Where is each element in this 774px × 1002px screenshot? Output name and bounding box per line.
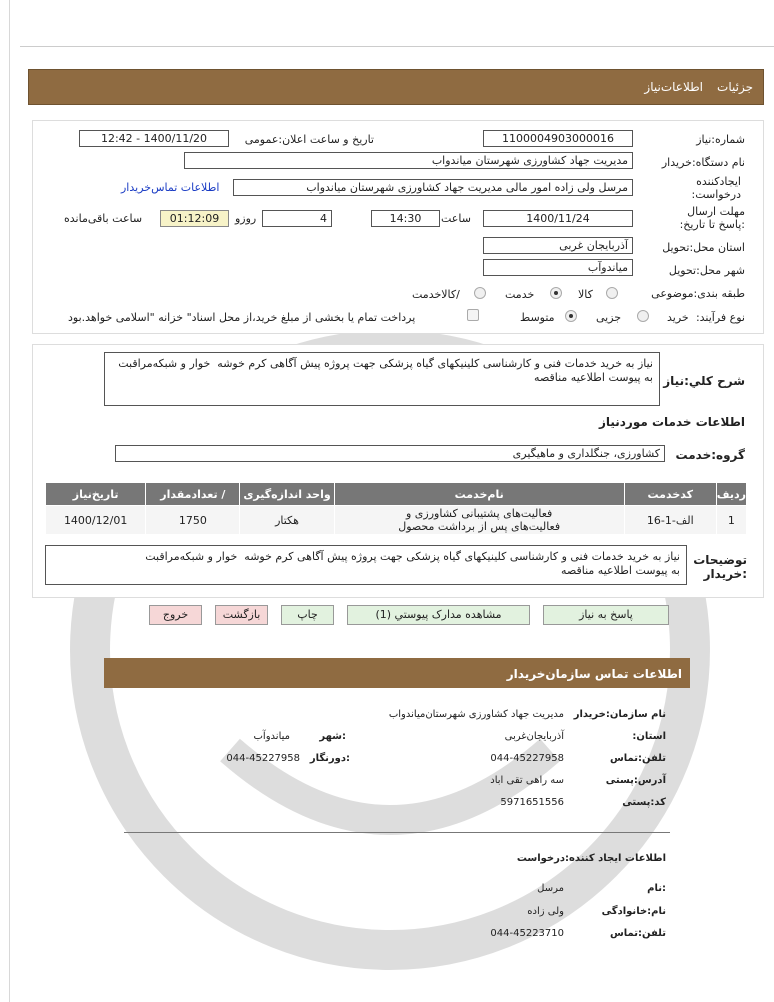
contact-fax-value: 044-45227958 — [226, 753, 300, 764]
summary-text: نیاز به خرید خدمات فنی و کارشناسی کلینیکهای گیاه پزشکی جهت پروژه پیش آگاهی کرم خوشه خوار و شبکه‌مراقبت به پیوست اطلاعیه مناقصه — [104, 352, 660, 406]
cell-unit: هکتار — [240, 506, 334, 535]
cell-name: فعالیت‌های پشتیبانی کشاورزی و فعالیت‌های پس از برداشت محصول — [334, 506, 624, 535]
announce-label: تاریخ و ساعت اعلان:عمومی — [244, 133, 374, 146]
creator-family-value: ولی زاده — [527, 906, 564, 917]
notes-text: نیاز به خرید خدمات فنی و کارشناسی کلینیکهای گیاه پزشکی جهت پروژه پیش آگاهی کرم خوشه خوار و شبکه‌مراقبت به پیوست اطلاعیه مناقصه — [45, 545, 687, 585]
print-button[interactable]: چاپ — [281, 605, 334, 625]
creator-phone-label: تلفن:تماس — [609, 928, 666, 939]
address-label: آدرس:پستی — [605, 775, 666, 786]
radio-medium-label: متوسط — [520, 311, 555, 324]
cell-row: 1 — [716, 506, 746, 535]
col-date: تاریخ‌نیاز — [46, 483, 146, 506]
group-field: کشاورزی، جنگلداری و ماهیگیری — [115, 445, 665, 462]
notes-label: توضیحات :خریدار — [693, 553, 747, 581]
col-row: ردیف — [716, 483, 746, 506]
contact-fax-label: :دورنگار — [309, 753, 350, 764]
contact-province-value: آذربایجان‌غربی — [504, 731, 564, 742]
creator-family-label: نام:خانوادگی — [601, 906, 666, 917]
radio-medium[interactable] — [565, 310, 577, 322]
radio-goods-service[interactable] — [474, 287, 486, 299]
creator-phone-value: 044-45223710 — [490, 928, 564, 939]
creator-name-label: :نام — [647, 883, 666, 894]
cell-qty: 1750 — [146, 506, 240, 535]
deadline-hour-label: ساعت — [441, 212, 471, 225]
top-divider — [20, 46, 774, 47]
contact-phone-value: 044-45227958 — [490, 753, 564, 764]
announce-field: 1400/11/20 - 12:42 — [79, 130, 229, 147]
attachments-button[interactable]: مشاهده مدارک پیوستي (1) — [347, 605, 530, 625]
reply-button[interactable]: پاسخ به نیاز — [543, 605, 669, 625]
radio-goods[interactable] — [606, 287, 618, 299]
creator-field: مرسل ولی زاده امور مالی مدیریت جهاد کشاورزی شهرستان میاندواب — [233, 179, 633, 196]
creator-info-title: اطلاعات ایجاد کننده:درخواست — [516, 853, 666, 864]
contact-title: اطلاعات تماس سازمان‌خریدار — [506, 667, 682, 681]
need-no-field: 1100004903000016 — [483, 130, 633, 147]
address-value: سه راهی تقی اباد — [490, 775, 564, 786]
city-label: شهر محل:تحویل — [668, 264, 745, 277]
deadline-time-field: 14:30 — [371, 210, 440, 227]
back-button[interactable]: بازگشت — [215, 605, 268, 625]
org-value: مدیریت جهاد کشاورزی شهرستان‌میاندواب — [388, 709, 564, 720]
deadline-date-field: 1400/11/24 — [483, 210, 633, 227]
col-name: نام‌خدمت — [334, 483, 624, 506]
treasury-note: پرداخت تمام یا بخشی از مبلغ خرید،از محل اسناد" خزانه "اسلامی خواهد.بود — [68, 311, 416, 324]
contact-city-label: :شهر — [319, 731, 346, 742]
details-tab[interactable]: جزئیات — [717, 80, 753, 94]
radio-partial-label: جزیی — [596, 311, 622, 324]
radio-partial[interactable] — [637, 310, 649, 322]
contact-phone-label: تلفن:تماس — [609, 753, 666, 764]
details-header-bar — [28, 69, 764, 105]
cell-date: 1400/12/01 — [46, 506, 146, 535]
deadline-label: مهلت ارسال :پاسخ تا تاریخ: — [679, 205, 745, 231]
contact-province-label: استان: — [632, 731, 666, 742]
exit-button[interactable]: خروج — [149, 605, 202, 625]
contact-divider — [124, 832, 670, 833]
buyer-label: نام دستگاه:خریدار — [661, 156, 745, 169]
days-field: 4 — [262, 210, 332, 227]
radio-service[interactable] — [550, 287, 562, 299]
radio-goods-label: کالا — [578, 288, 593, 301]
province-field: آذربایجان غربی — [483, 237, 633, 254]
col-qty: / تعدادمقدار — [146, 483, 240, 506]
group-label: گروه:خدمت — [675, 448, 745, 462]
process-label: نوع فرآیند: — [695, 311, 745, 324]
col-code: کدخدمت — [624, 483, 716, 506]
services-title: اطلاعات خدمات موردنیاز — [598, 415, 745, 429]
treasury-checkbox[interactable] — [467, 309, 479, 321]
city-field: میاندوآب — [483, 259, 633, 276]
contact-header-bar — [104, 658, 690, 688]
postal-value: 5971651556 — [500, 797, 564, 808]
table-row — [46, 506, 747, 535]
creator-label: ایجادکننده درخواست: — [691, 175, 741, 201]
buyer-contact-link[interactable]: اطلاعات تماس‌خریدار — [121, 181, 220, 194]
days-label: روزو — [235, 212, 257, 225]
process-purchase-label: خرید — [667, 311, 689, 324]
cell-code: الف-1-16 — [624, 506, 716, 535]
left-border-line — [9, 0, 10, 1002]
remaining-label: ساعت باقی‌مانده — [64, 212, 143, 225]
category-label: طبقه بندی:موضوعی — [651, 287, 745, 300]
services-table — [45, 482, 747, 535]
province-label: استان محل:تحویل — [662, 241, 745, 254]
postal-label: کد:پستی — [622, 797, 666, 808]
org-label: نام سازمان:خریدار — [573, 709, 666, 720]
need-info-tab[interactable]: اطلاعات‌نیاز — [644, 80, 703, 94]
radio-goods-service-label: /کالاخدمت — [412, 288, 460, 301]
remaining-time-field: 01:12:09 — [160, 210, 229, 227]
creator-name-value: مرسل — [537, 883, 564, 894]
radio-service-label: خدمت — [505, 288, 535, 301]
table-header-row — [46, 483, 747, 506]
need-no-label: شماره:نیاز — [696, 133, 745, 146]
col-unit: واحد اندازه‌گیری — [240, 483, 334, 506]
summary-label: شرح کلي:نیاز — [663, 374, 745, 388]
buyer-field: مدیریت جهاد کشاورزی شهرستان میاندواب — [184, 152, 633, 169]
contact-city-value: میاندوآب — [253, 731, 290, 742]
